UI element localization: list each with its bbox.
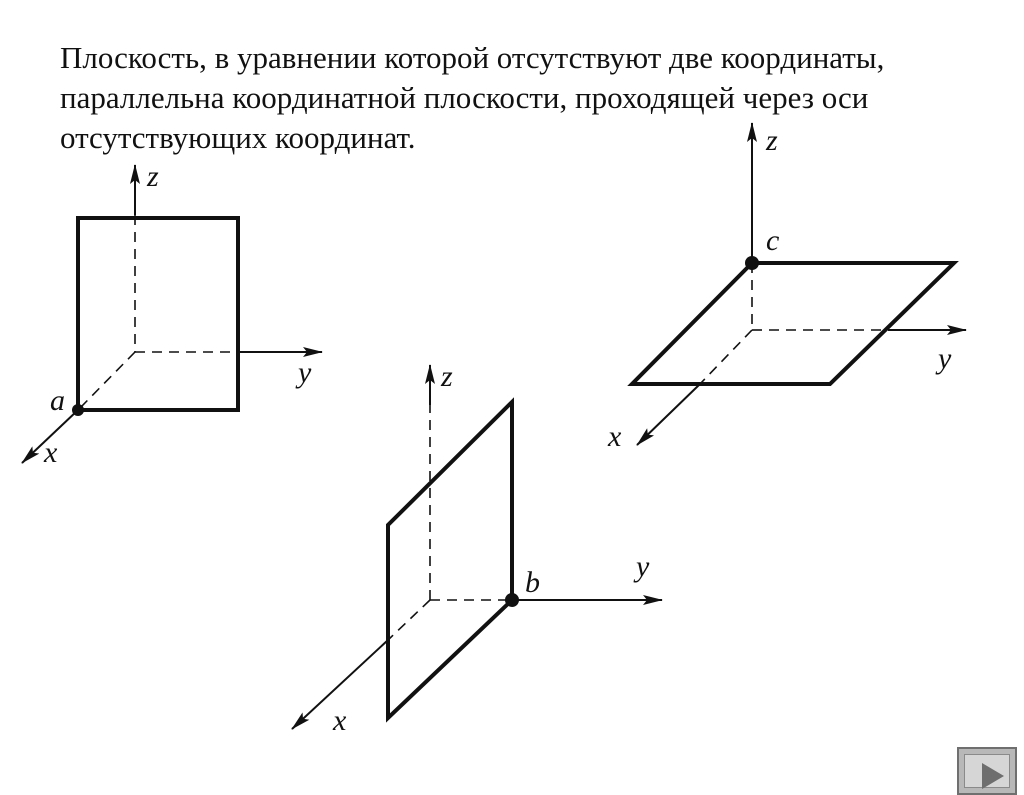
text-line-3: отсутствующих координат. <box>60 120 416 155</box>
z-label: z <box>441 360 453 393</box>
point-c-dot <box>745 256 759 270</box>
plane-parallelogram <box>632 263 954 384</box>
point-b-dot <box>505 593 519 607</box>
x-label: x <box>333 704 347 737</box>
next-slide-button-face <box>964 754 1010 788</box>
z-label: z <box>147 160 159 193</box>
x-label: x <box>44 436 58 469</box>
x-axis-hidden <box>700 330 752 384</box>
text-line-2: параллельна координатной плоскости, проходящей через оси <box>60 80 869 115</box>
point-a-dot <box>72 404 84 416</box>
plane-parallelogram <box>388 402 512 718</box>
text-line-1: Плоскость, в уравнении которой отсутствуют две координаты, <box>60 40 885 75</box>
figure-plane-x-a <box>22 160 322 469</box>
x-axis-hidden <box>78 352 135 410</box>
point-b-label: b <box>525 566 540 599</box>
figure-plane-y-b <box>292 360 662 737</box>
plane-rectangle <box>78 218 238 410</box>
z-label: z <box>766 124 778 157</box>
point-a-label: a <box>50 384 65 417</box>
figure-plane-z-c <box>607 123 966 453</box>
point-c-label: c <box>766 224 780 257</box>
x-axis <box>637 384 700 445</box>
next-slide-button[interactable] <box>957 747 1017 795</box>
y-label: y <box>938 342 952 375</box>
y-label: y <box>298 356 312 389</box>
x-label: x <box>608 420 622 453</box>
x-axis-hidden <box>388 600 430 640</box>
y-label: y <box>636 550 650 583</box>
